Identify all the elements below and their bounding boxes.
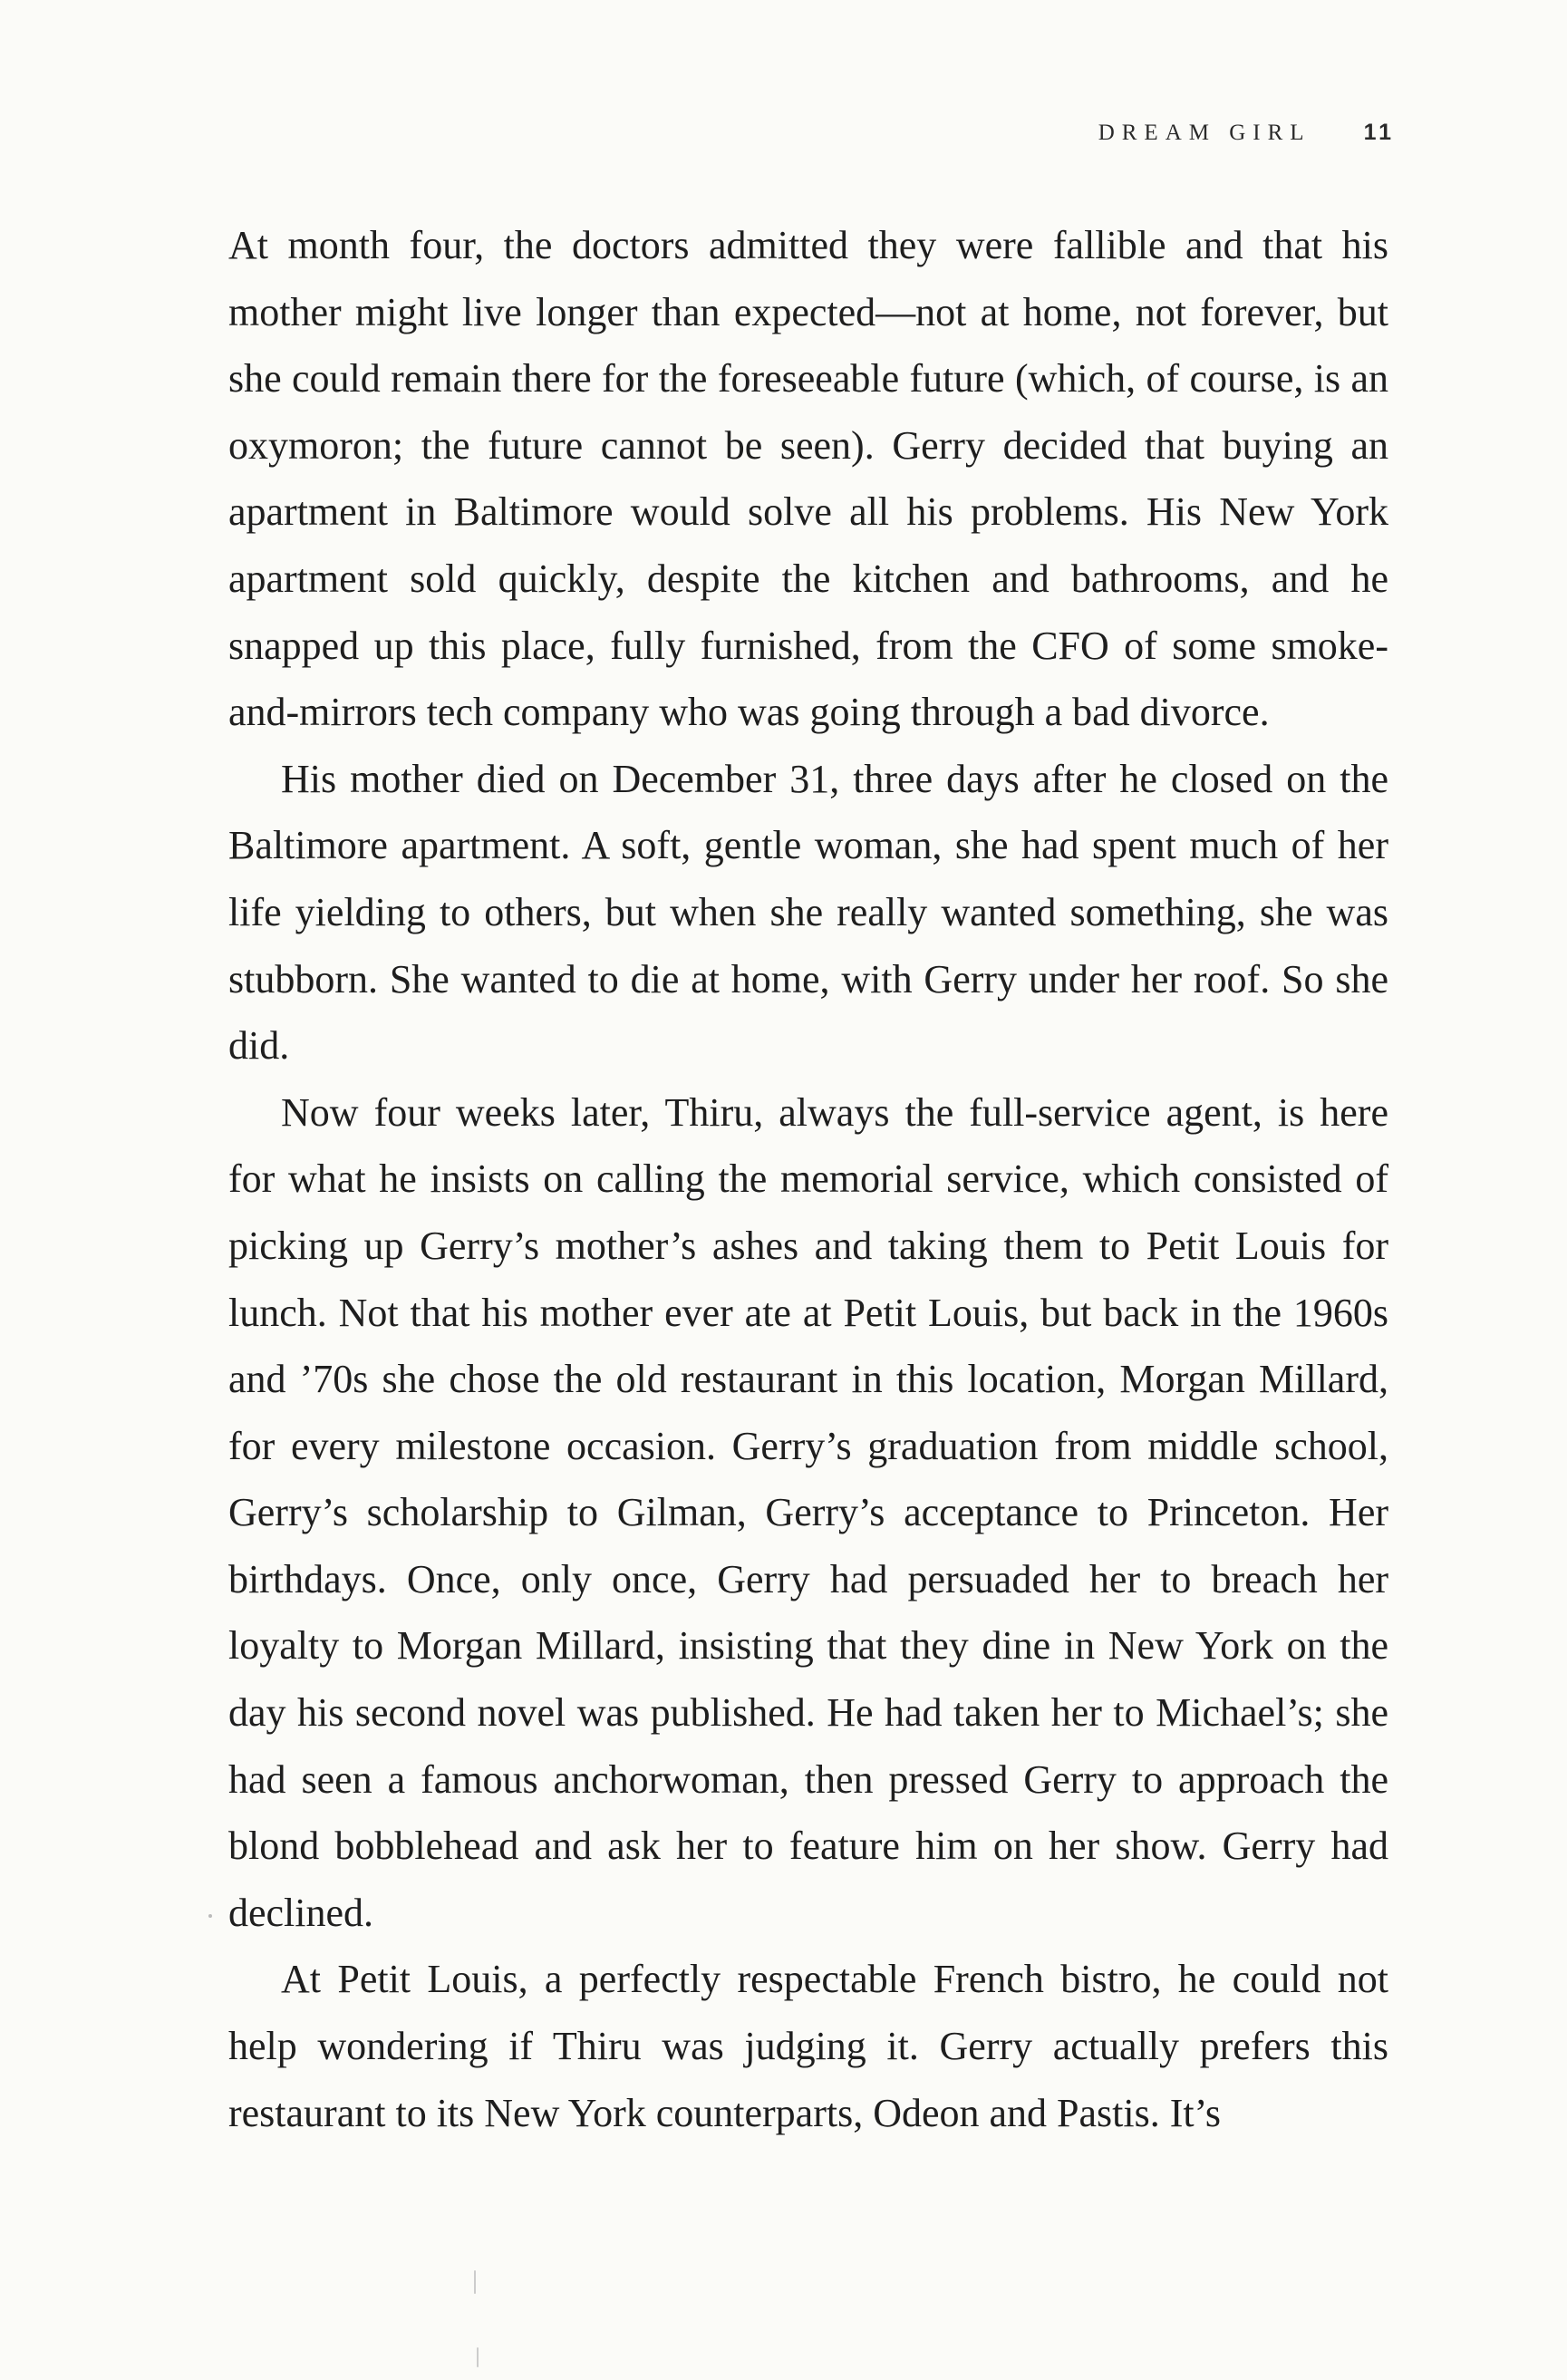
paragraph-3: Now four weeks later, Thiru, always the full-service agent, is here for what he insists on calling the memorial service, which consisted of picking up Gerry’s mother’s ashes and taking them to Petit Louis for lunch. Not that his mother ever ate at Petit Louis, but back in the 1960s and ’70s she chose the old restaurant in this location, Morgan Millard, for every milestone occasion. Gerry’s graduation from middle school, Gerry’s scholarship to Gilman, Gerry’s acceptance to Princeton. Her birthdays. Once, only once, Gerry had persuaded her to breach her loyalty to Morgan Millard, insisting that they dine in New York on the day his second novel was published. He had taken her to Michael’s; she had seen a famous anchorwoman, then pressed Gerry to approach the blond bobblehead and ask her to feature him on her show. Gerry had declined. [228,1089,1388,1935]
running-head-title: DREAM GIRL [1098,121,1311,145]
scan-mark [477,2347,479,2367]
scan-mark [474,2270,476,2294]
paragraph-2: His mother died on December 31, three days after he closed on the Baltimore apartment. A soft, gentle woman, she had spent much of her life yielding to others, but when she really wanted something, she was stubborn. She wanted to die at home, with Gerry under her roof. So she did. [228,756,1388,1069]
paragraph-4: At Petit Louis, a perfectly respectable French bistro, he could not help wondering if Thiru was judging it. Gerry actually prefers this restaurant to its New York counterparts, Odeon and Pastis. It’s [228,1957,1388,2135]
paragraph-1: At month four, the doctors admitted they were fallible and that his mother might live longer than expected—not at home, not forever, but she could remain there for the foreseeable future (which, of course, is an oxymoron; the future cannot be seen). Gerry decided that buying an apartment in Baltimore would solve all his problems. His New York apartment sold quickly, despite the kitchen and bathrooms, and he snapped up this place, fully furnished, from the CFO of some smoke-and-mirrors tech company who was going through a bad divorce. [228,223,1388,735]
running-head [1098,120,1395,146]
body-text [228,212,1388,2146]
scan-mark [208,1914,212,1918]
page-number: 11 [1363,120,1395,145]
